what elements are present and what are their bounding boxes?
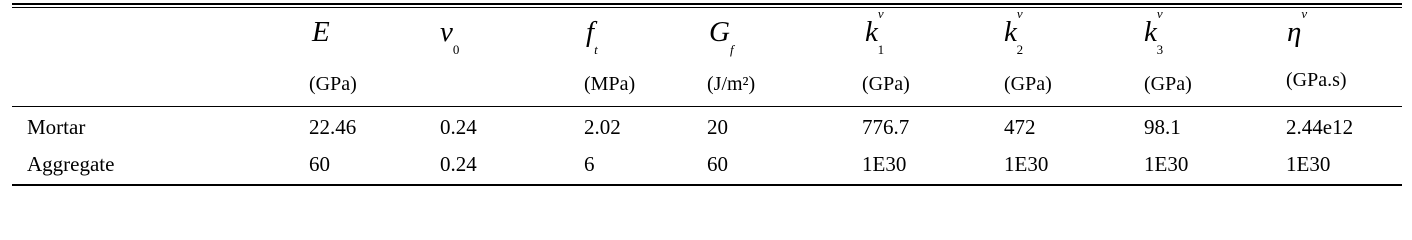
- header-symbol-k2v: $k^v_2$: [1004, 6, 1024, 57]
- table-cell: 1E30: [862, 152, 907, 176]
- header-symbol-etav: $\eta^v$: [1287, 6, 1308, 48]
- table-top-rule-inner: [12, 7, 1402, 8]
- table-cell: 472: [1004, 115, 1036, 139]
- table-cell: 776.7: [862, 115, 910, 139]
- table-cell: 60: [707, 152, 728, 176]
- table-cell: 0.24: [440, 152, 477, 176]
- table-cell: 2.02: [584, 115, 621, 139]
- table-cell: 60: [309, 152, 330, 176]
- header-unit-k2v: (GPa): [1004, 73, 1052, 95]
- header-unit-k3v: (GPa): [1144, 73, 1192, 95]
- table-bottom-rule: [12, 184, 1402, 186]
- table-cell: 6: [584, 152, 595, 176]
- header-separator-rule: [12, 106, 1402, 107]
- header-unit-etav: (GPa.s): [1286, 69, 1347, 91]
- header-unit-E: (GPa): [309, 73, 357, 95]
- header-symbol-nu0: $\nu_0$: [440, 16, 460, 57]
- table-top-rule: [12, 3, 1402, 5]
- header-symbol-ft: $f_t$: [586, 16, 598, 57]
- table-cell: 1E30: [1286, 152, 1331, 176]
- table-cell: 22.46: [309, 115, 357, 139]
- row-label-aggregate: Aggregate: [27, 152, 115, 176]
- table-cell: 20: [707, 115, 728, 139]
- table-cell: 0.24: [440, 115, 477, 139]
- header-unit-k1v: (GPa): [862, 73, 910, 95]
- header-symbol-Gf: $G_f$: [709, 16, 734, 57]
- table-cell: 1E30: [1144, 152, 1189, 176]
- table-cell: 2.44e12: [1286, 115, 1354, 139]
- header-symbol-E: E: [312, 16, 330, 48]
- header-unit-Gf: (J/m²): [707, 73, 756, 95]
- header-symbol-k3v: $k^v_3$: [1144, 6, 1164, 57]
- table-cell: 1E30: [1004, 152, 1049, 176]
- table-cell: 98.1: [1144, 115, 1181, 139]
- row-label-mortar: Mortar: [27, 115, 86, 139]
- header-unit-ft: (MPa): [584, 73, 636, 95]
- header-symbol-k1v: $k^v_1$: [865, 6, 885, 57]
